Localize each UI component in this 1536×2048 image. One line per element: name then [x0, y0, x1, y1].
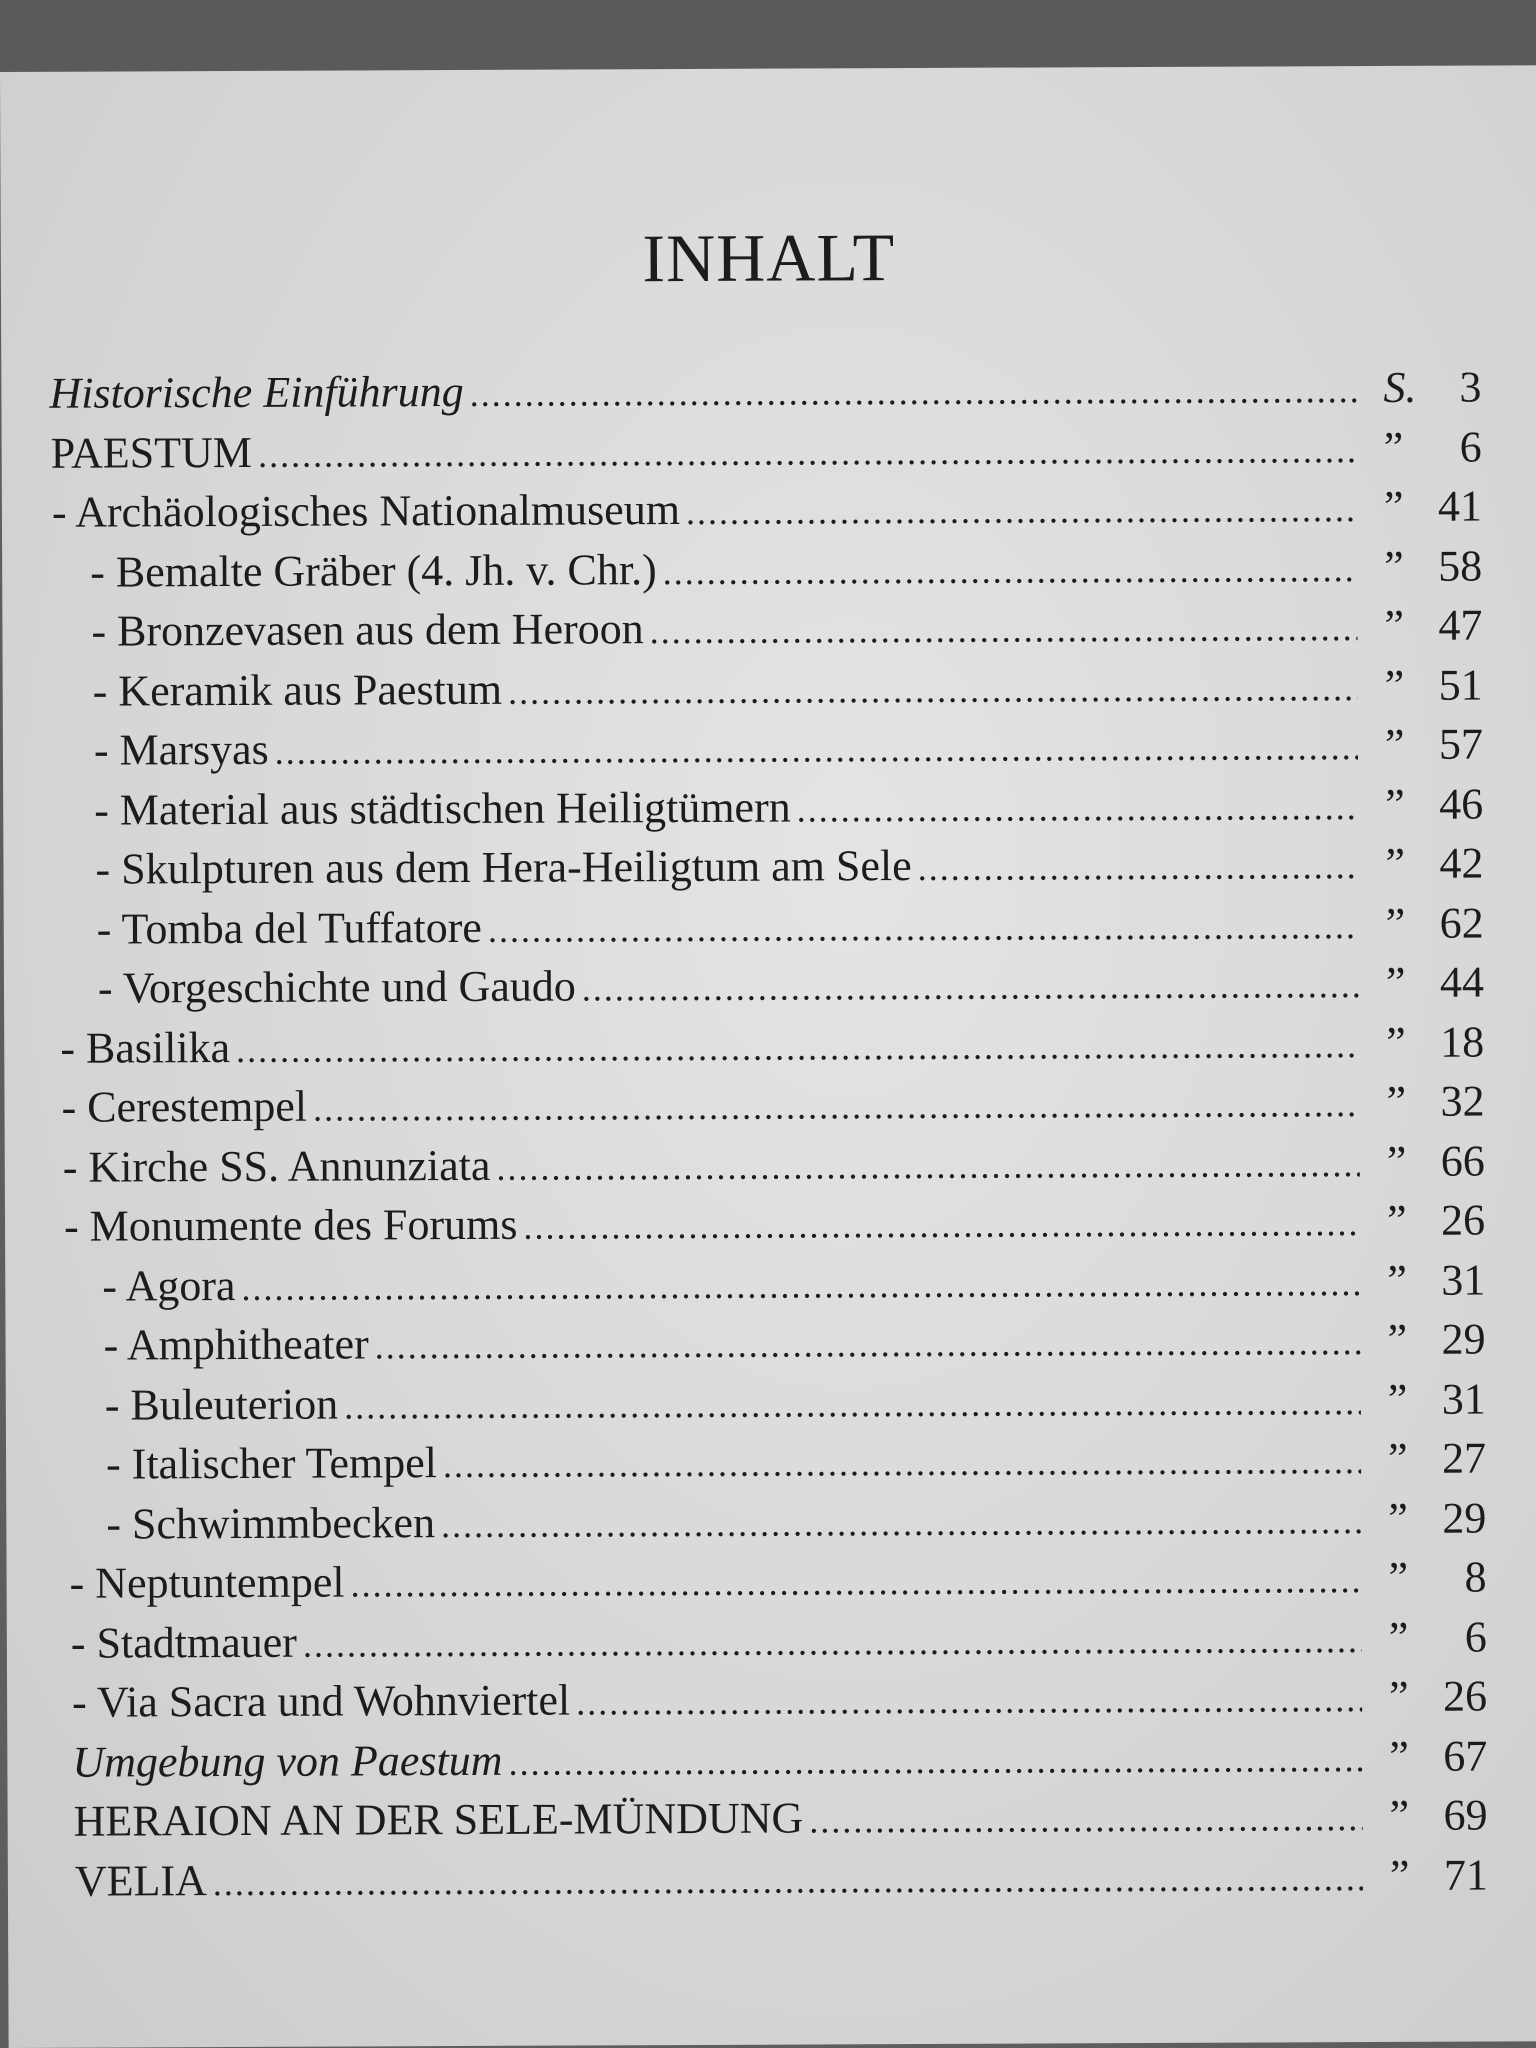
toc-entry-line [74, 1790, 1363, 1847]
dot-leader [523, 1202, 1360, 1248]
toc-entry-line [64, 1195, 1360, 1252]
dot-leader [303, 1619, 1362, 1666]
ditto-mark: ” [1384, 719, 1405, 769]
toc-entry-line [90, 541, 1357, 598]
toc-entry [3, 712, 1536, 778]
ditto-mark: ” [1388, 1552, 1409, 1602]
toc-entry [6, 1426, 1536, 1492]
dot-leader [350, 1559, 1361, 1605]
ditto-mark: ” [1384, 600, 1405, 650]
toc-entry [5, 1248, 1536, 1314]
toc-entry-title: - Vorgeschichte und Gaudo [97, 961, 576, 1013]
ditto-mark: ” [1386, 1076, 1407, 1126]
page-number: 31 [1441, 1255, 1486, 1305]
ditto-mark: ” [1387, 1374, 1408, 1424]
dot-leader [258, 429, 1357, 476]
ditto-mark: ” [1387, 1314, 1408, 1364]
dot-leader [496, 1143, 1359, 1189]
ditto-mark: ” [1384, 541, 1404, 591]
toc-entry-line [91, 600, 1357, 657]
ditto-mark: ” [1389, 1731, 1409, 1781]
toc-entry-line [72, 1731, 1362, 1788]
toc-entry [4, 1010, 1536, 1076]
page-number: 27 [1441, 1433, 1487, 1483]
ditto-mark: ” [1387, 1255, 1407, 1305]
toc-entry [4, 1069, 1536, 1135]
dot-leader [508, 667, 1358, 713]
toc-entry [5, 1129, 1536, 1195]
toc-entry-title: - Bronzevasen aus dem Heroon [91, 604, 644, 656]
table-of-contents [1, 355, 1536, 1909]
toc-entry-title: - Schwimmbecken [106, 1497, 436, 1549]
dot-leader [918, 845, 1359, 889]
toc-entry-line [106, 1433, 1361, 1489]
ditto-mark: ” [1387, 1433, 1408, 1483]
toc-entry [2, 534, 1536, 600]
toc-entry-title: - Via Sacra und Wohnviertel [72, 1675, 571, 1727]
page-number: 47 [1438, 600, 1483, 650]
dot-leader [375, 1321, 1361, 1367]
ditto-mark: ” [1383, 422, 1404, 472]
page-number: 26 [1440, 1195, 1486, 1245]
toc-entry-line [75, 1850, 1363, 1907]
page-number: 44 [1439, 957, 1485, 1007]
toc-entry-line [93, 660, 1358, 717]
toc-entry-title: - Stadtmauer [70, 1617, 298, 1668]
toc-entry-line [98, 957, 1359, 1014]
toc-entry-title: HERAION AN DER SELE-MÜNDUNG [73, 1793, 804, 1846]
page-number: 66 [1440, 1136, 1485, 1186]
dot-leader [213, 1857, 1363, 1904]
dot-leader [650, 607, 1358, 652]
page-number: 69 [1443, 1790, 1488, 1840]
toc-entry-title: - Buleuterion [104, 1379, 339, 1430]
toc-entry [7, 1605, 1536, 1671]
page-number: 41 [1437, 481, 1483, 531]
toc-entry-title: - Keramik aus Paestum [92, 664, 503, 716]
page-number: 29 [1442, 1493, 1487, 1543]
page-number: 26 [1442, 1671, 1488, 1721]
ditto-mark: ” [1385, 898, 1406, 948]
toc-entry-line [60, 1017, 1359, 1074]
toc-entry [4, 891, 1536, 957]
dot-leader [809, 1797, 1363, 1841]
dot-leader [508, 1738, 1362, 1784]
ditto-mark: ” [1384, 660, 1405, 710]
toc-entry [5, 1307, 1536, 1373]
ditto-mark: ” [1383, 481, 1404, 531]
toc-entry-title: - Italischer Tempel [105, 1438, 438, 1489]
book-page [0, 65, 1536, 2048]
ditto-mark: ” [1388, 1612, 1409, 1662]
page-title: INHALT [642, 219, 896, 297]
page-number: 46 [1439, 779, 1484, 829]
toc-entry-line [63, 1136, 1360, 1193]
toc-entry-line [94, 719, 1358, 776]
toc-entry-title: Historische Einführung [49, 366, 464, 418]
dot-leader [470, 369, 1357, 415]
toc-entry-title: - Cerestempel [61, 1081, 308, 1132]
toc-entry-title: - Basilika [60, 1022, 231, 1073]
toc-entry [3, 772, 1536, 838]
dot-leader [441, 1500, 1361, 1546]
ditto-mark: ” [1386, 1017, 1406, 1067]
dot-leader [236, 1024, 1359, 1071]
toc-entry [4, 950, 1536, 1016]
toc-entry-line [61, 1076, 1359, 1133]
toc-entry [3, 653, 1536, 719]
dot-leader [797, 786, 1359, 830]
toc-entry-line [97, 898, 1359, 955]
toc-entry-title: - Kirche SS. Annunziata [62, 1140, 491, 1192]
toc-entry [6, 1486, 1536, 1552]
page-number: 32 [1440, 1076, 1485, 1126]
ditto-mark: ” [1385, 779, 1405, 829]
page-number: 67 [1443, 1731, 1488, 1781]
toc-entry [8, 1843, 1536, 1909]
dot-leader [582, 964, 1359, 1009]
page-number: 31 [1441, 1374, 1486, 1424]
toc-entry-line [95, 838, 1358, 895]
toc-entry-title: Umgebung von Paestum [72, 1735, 503, 1787]
ditto-mark: ” [1386, 1136, 1407, 1186]
toc-entry-title: - Tomba del Tuffatore [96, 902, 482, 954]
ditto-mark: ” [1385, 957, 1406, 1007]
toc-entry-line [71, 1612, 1362, 1669]
ditto-mark: ” [1389, 1850, 1410, 1900]
ditto-mark: ” [1388, 1671, 1409, 1721]
toc-entry-line [106, 1493, 1361, 1549]
dot-leader [488, 905, 1359, 951]
toc-entry-line [51, 422, 1357, 479]
dot-leader [663, 548, 1358, 593]
toc-entry-title: - Amphitheater [103, 1319, 369, 1370]
toc-entry [2, 415, 1536, 481]
toc-entry-title: - Agora [102, 1260, 236, 1311]
toc-entry-title: - Marsyas [93, 724, 269, 775]
toc-entry [2, 474, 1536, 540]
page-number: 51 [1438, 660, 1483, 710]
dot-leader [443, 1440, 1361, 1486]
toc-entry-line [69, 1552, 1361, 1609]
page-number: 18 [1440, 1017, 1485, 1067]
toc-entry [7, 1664, 1536, 1730]
page-number: 42 [1439, 838, 1484, 888]
toc-entry [1, 355, 1536, 421]
toc-entry-line [105, 1374, 1361, 1430]
toc-entry-line [94, 779, 1358, 836]
dot-leader [686, 488, 1357, 533]
toc-entry [3, 831, 1536, 897]
page-number: 6 [1464, 1612, 1487, 1662]
ditto-mark: ” [1388, 1493, 1408, 1543]
ditto-mark: ” [1386, 1195, 1407, 1245]
toc-entry-line [72, 1671, 1362, 1728]
dot-leader [275, 726, 1358, 773]
toc-entry-title: - Monumente des Forums [63, 1199, 518, 1251]
page-number: 57 [1438, 719, 1484, 769]
dot-leader [576, 1678, 1362, 1723]
toc-entry-title: - Neptuntempel [69, 1557, 345, 1608]
dot-leader [344, 1381, 1361, 1427]
page-number: 58 [1438, 541, 1483, 591]
toc-entry [5, 1188, 1536, 1254]
toc-entry [7, 1724, 1536, 1790]
page-number: 71 [1443, 1850, 1488, 1900]
toc-entry-line [52, 481, 1357, 538]
ditto-mark: ” [1385, 838, 1406, 888]
toc-entry-line [49, 362, 1356, 419]
toc-entry [6, 1545, 1536, 1611]
page-number: 3 [1459, 362, 1482, 412]
toc-entry-title: - Material aus städtischen Heiligtümern [94, 782, 791, 835]
toc-entry-title: - Skulpturen aus dem Hera-Heiligtum am Sele [95, 841, 912, 894]
dot-leader [313, 1083, 1360, 1130]
page-number: 6 [1459, 422, 1482, 472]
page-number: 8 [1464, 1552, 1487, 1602]
toc-entry-line [103, 1314, 1360, 1370]
toc-entry-title: VELIA [74, 1855, 207, 1906]
dot-leader [241, 1262, 1360, 1309]
toc-entry [6, 1367, 1536, 1433]
toc-entry-title: - Bemalte Gräber (4. Jh. v. Chr.) [90, 544, 657, 597]
page-number: 62 [1439, 898, 1484, 948]
toc-entry-title: PAESTUM [50, 427, 253, 478]
page-abbreviation: S. [1383, 362, 1417, 412]
page-number: 29 [1441, 1314, 1486, 1364]
toc-entry [2, 593, 1536, 659]
toc-entry-line [102, 1255, 1360, 1311]
toc-entry [7, 1783, 1536, 1849]
ditto-mark: ” [1389, 1790, 1410, 1840]
toc-entry-title: - Archäologisches Nationalmuseum [51, 485, 681, 537]
